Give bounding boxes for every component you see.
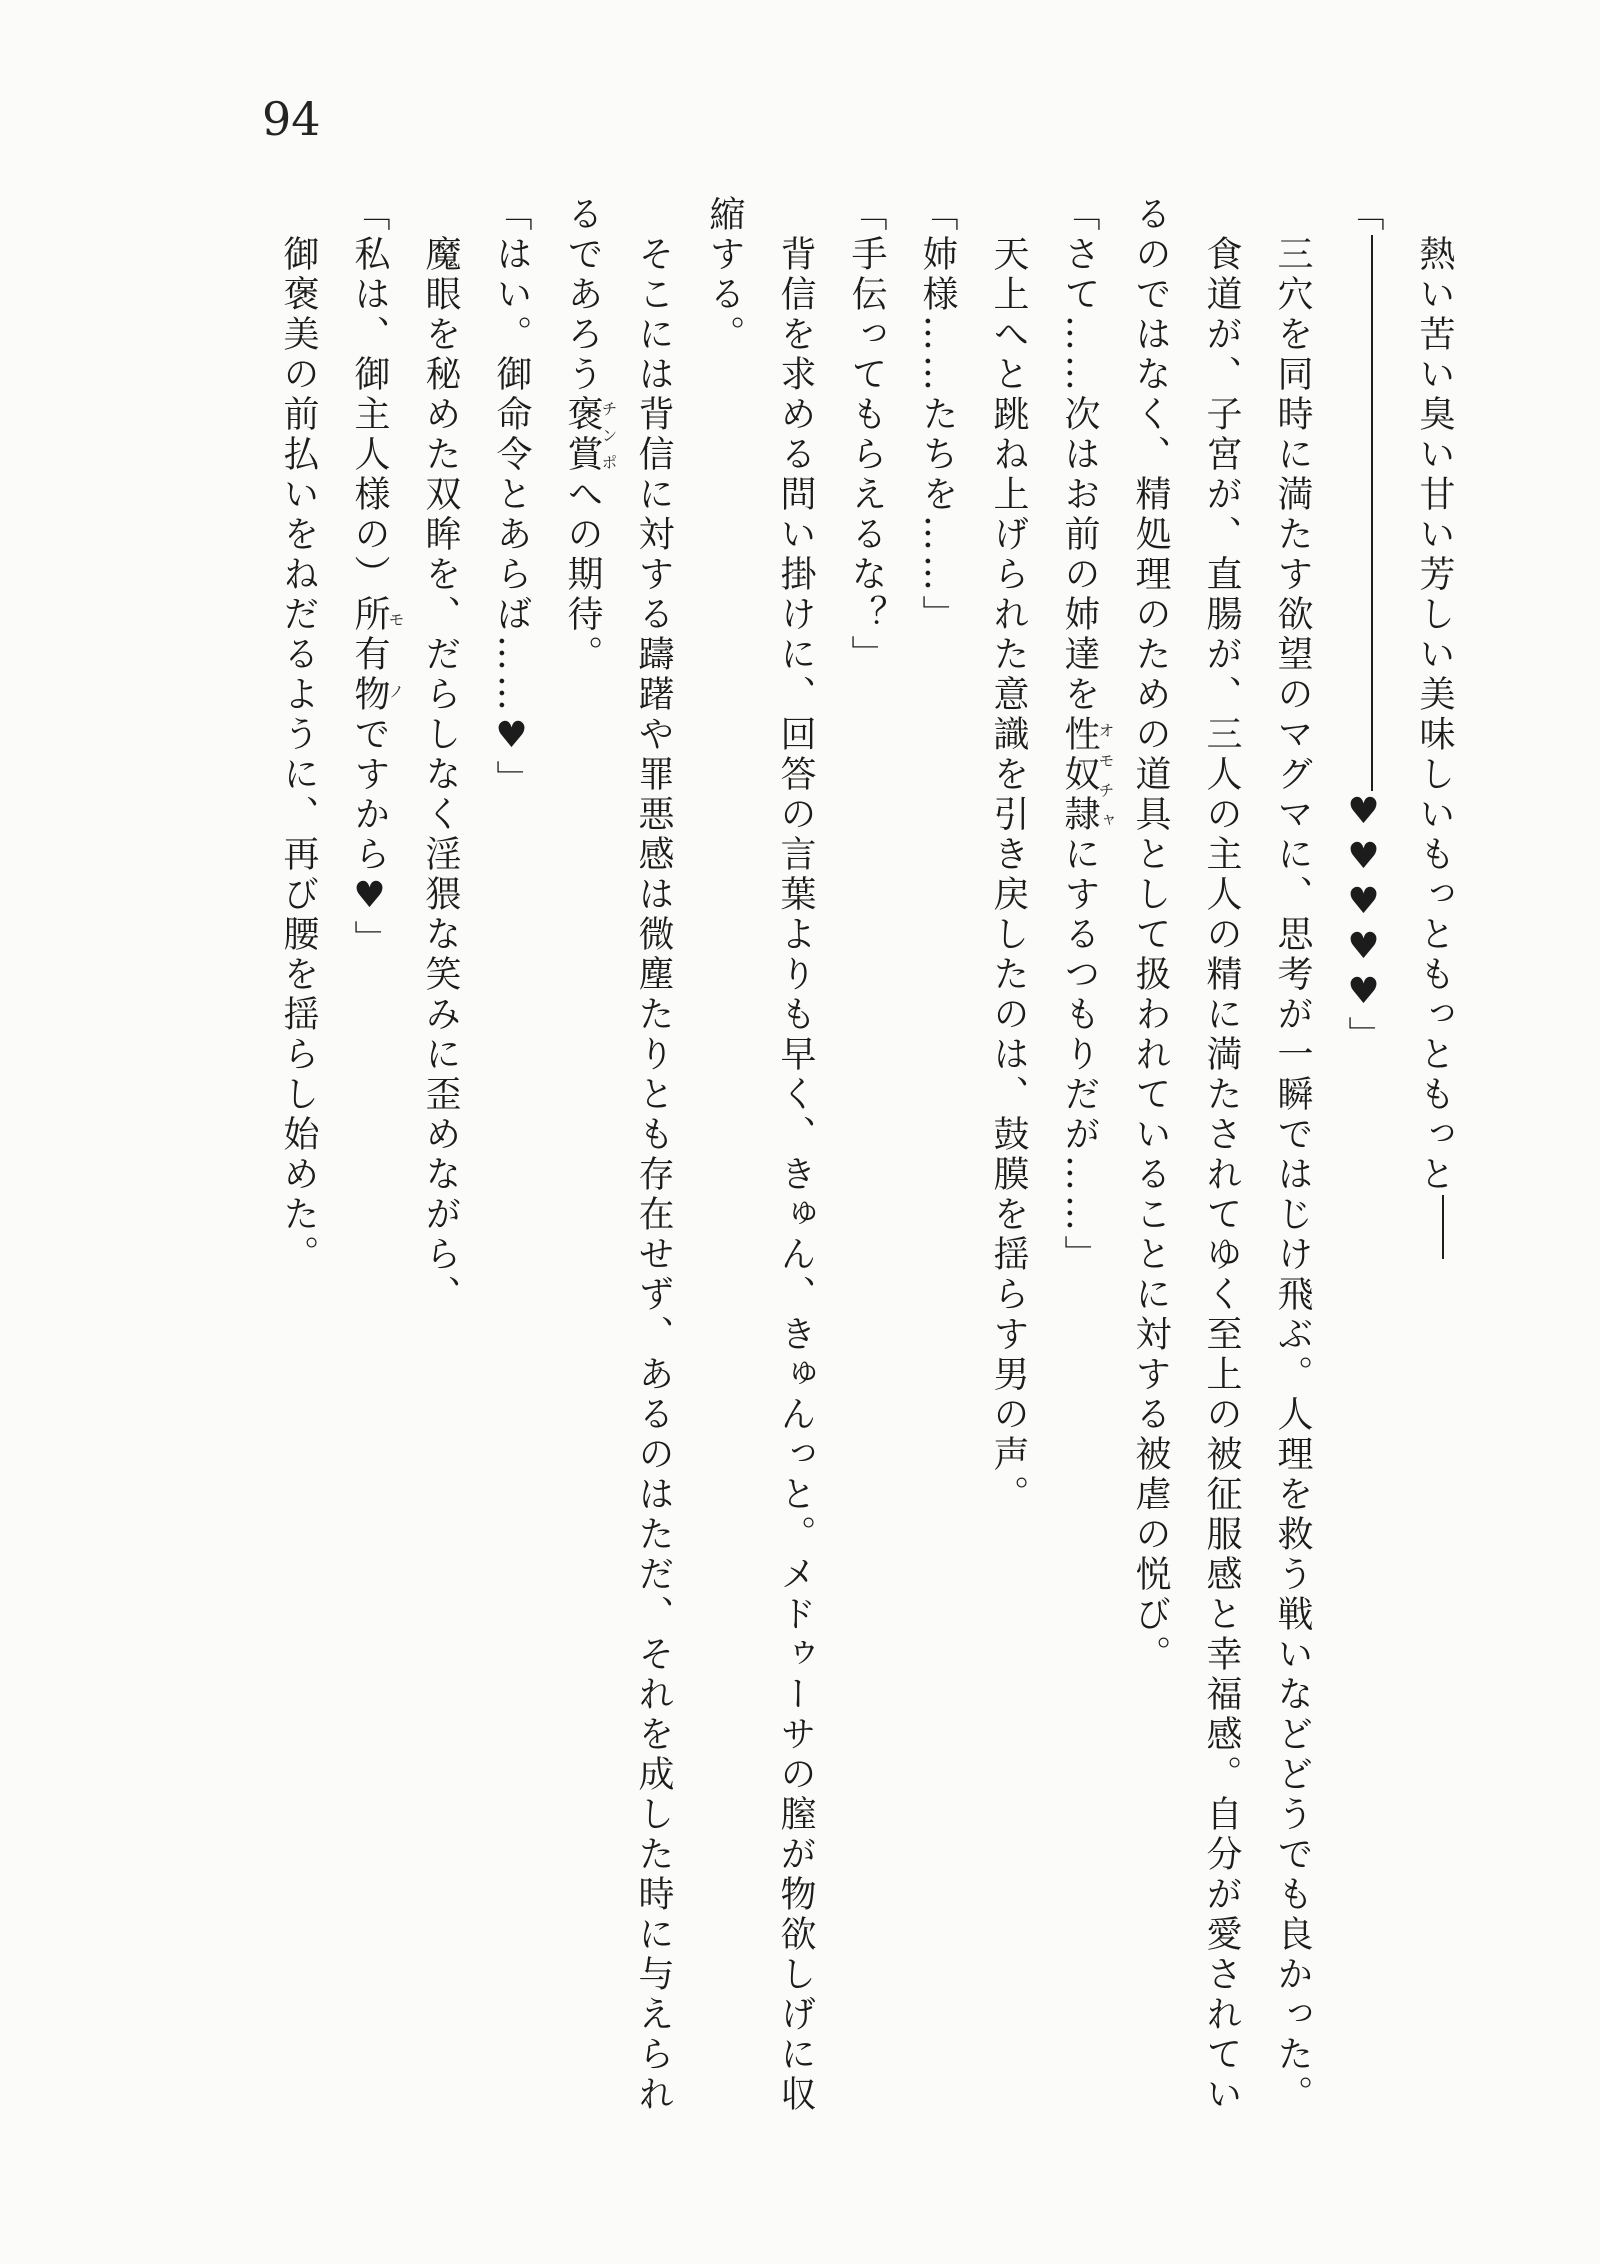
narration-line-7 (405, 195, 476, 2125)
narration-line-8 (263, 195, 334, 2125)
text-run: への期待。 (562, 475, 603, 675)
text-run: 天上へと跳ね上げられた意識を引き戻したのは、鼓膜を揺らす男の声。 (988, 235, 1029, 1515)
text-run: 「 (1343, 195, 1384, 235)
narration-line-2 (1257, 195, 1328, 2125)
text-run: 食道が、子宮が、直腸が、三人の主人の精に満たされてゆく至上の被征服感と幸福感。自分が愛されているのではなく、精処理のための道具として扱われていることに対する被虐の悦び。 (1130, 195, 1242, 2115)
vertical-dash-line (1425, 1195, 1461, 1259)
furigana-ruby: 性奴隷オモチャ (1059, 715, 1115, 835)
text-run: 御褒美の前払いをねだるように、再び腰を揺らし始めた。 (278, 235, 319, 1275)
narration-line-6 (547, 195, 689, 2125)
page-number: 94 (262, 92, 321, 146)
vertical-text-block (263, 195, 1470, 2125)
text-run: 「姉様……たちを……」 (917, 195, 958, 635)
vertical-dash-line (1354, 235, 1390, 791)
text-run: 「手伝ってもらえるな？」 (846, 195, 887, 675)
text-run: そこには背信に対する躊躇や罪悪感は微塵たりとも存在せず、あるのはただ、それを成した時に与えられるであろう (562, 195, 674, 2115)
furigana-ruby: 褒賞チンポ (562, 395, 618, 475)
narration-line-1 (1399, 195, 1470, 2125)
narration-line-5 (689, 195, 831, 2125)
text-run: ですから♥」 (349, 715, 390, 960)
text-run: 魔眼を秘めた双眸を、だらしなく淫猥な笑みに歪めながら、 (420, 235, 461, 1315)
dialogue-line-6 (334, 195, 405, 2125)
narration-line-3 (1115, 195, 1257, 2125)
narration-line-4 (973, 195, 1044, 2125)
dialogue-line-5 (476, 195, 547, 2125)
text-run: 三穴を同時に満たす欲望のマグマに、思考が一瞬ではじけ飛ぶ。人理を救う戦いなどどうでも良かった。 (1272, 235, 1313, 2115)
text-run: 「はい。御命令とあらば……♥」 (491, 195, 532, 800)
text-run: 背信を求める問い掛けに、回答の言葉よりも早く、きゅん、きゅんっと。メドゥーサの膣が物欲しげに収縮する。 (704, 195, 816, 2115)
dialogue-line-2 (1044, 195, 1115, 2125)
text-run: 熱い苦い臭い甘い芳しい美味しいもっともっともっと (1414, 235, 1455, 1195)
dialogue-line-4 (831, 195, 902, 2125)
text-run: 「さて……次はお前の姉達を (1059, 195, 1100, 715)
dialogue-line-1 (1328, 195, 1399, 2125)
text-run: ♥♥♥♥♥」 (1343, 791, 1384, 1056)
text-run: 「私は、御主人様の︶ (349, 195, 390, 595)
text-run: にするつもりだが……」 (1059, 835, 1100, 1275)
dialogue-line-3 (902, 195, 973, 2125)
furigana-ruby: 所有物モノ (349, 595, 405, 715)
